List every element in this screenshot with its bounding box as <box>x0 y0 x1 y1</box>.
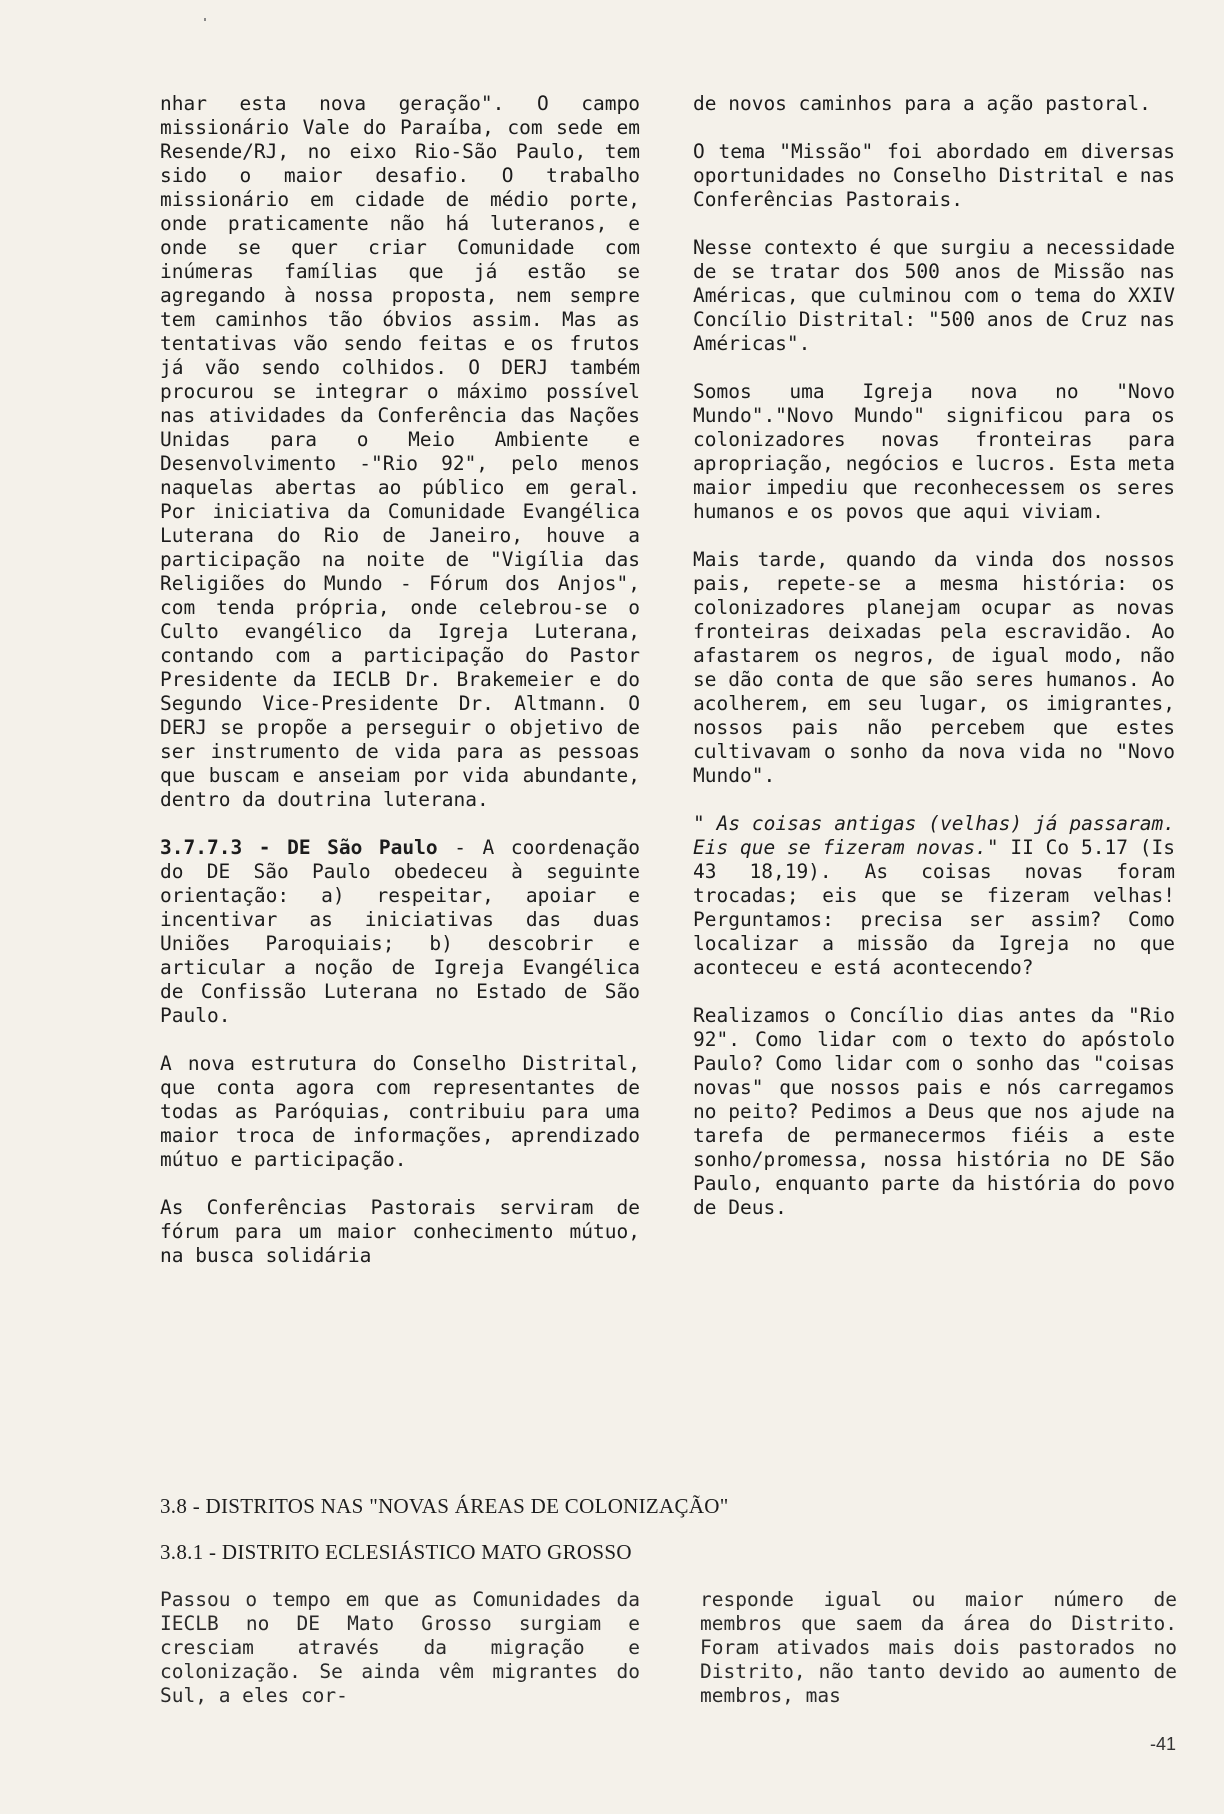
paragraph: Realizamos o Concílio dias antes da "Rio 92". Como lidar com o texto do apóstolo Paulo? Como lidar com o sonho das "coisas novas" que nossos pais e nós carregamos no peito? Pedimos a Deus que nos ajude na tarefa de permanecermos fiéis a este sonho/promessa, nossa história no DE São Paulo, enquanto parte da história do povo de Deus. <box>693 1004 1175 1219</box>
paragraph <box>160 836 640 1028</box>
paragraph: Somos uma Igreja nova no "Novo Mundo"."Novo Mundo" significou para os colonizadores novas fronteiras para apropriação, negócios e lucros. Esta meta maior impediu que reconhecessem os seres humanos e os povos que aqui viviam. <box>693 380 1175 523</box>
paragraph: Nesse contexto é que surgiu a necessidade de se tratar dos 500 anos de Missão nas Américas, que culminou com o tema do XXIV Concílio Distrital: "500 anos de Cruz nas Américas". <box>693 236 1175 355</box>
paragraph: O tema "Missão" foi abordado em diversas oportunidades no Conselho Distrital e nas Conferências Pastorais. <box>693 140 1175 211</box>
paragraph: As Conferências Pastorais serviram de fórum para um maior conhecimento mútuo, na busca solidária <box>160 1196 640 1267</box>
paragraph-text: II Co 5.17 (Is 43 18,19). As coisas novas foram trocadas; eis que se fizeram velhas! Perguntamos: precisa ser assim? Como localizar a missão da Igreja no que aconteceu e está acontecendo? <box>693 836 1175 979</box>
left-column <box>160 92 640 1292</box>
paragraph-text: - A coordenação do DE São Paulo obedeceu à seguinte orientação: a) respeitar, apoiar e incentivar as iniciativas das duas Uniões Paroquiais; b) descobrir e articular a noção de Igreja Evangélica de Confissão Luterana no Estado de São Paulo. <box>160 836 640 1027</box>
paragraph: A nova estrutura do Conselho Distrital, que conta agora com representantes de todas as Paróquias, contribuiu para uma maior troca de informações, aprendizado mútuo e participação. <box>160 1052 640 1171</box>
right-column <box>693 92 1175 1244</box>
paragraph <box>693 812 1175 980</box>
subsection-heading: 3.8.1 - DISTRITO ECLESIÁSTICO MATO GROSSO <box>160 1540 632 1564</box>
paragraph: de novos caminhos para a ação pastoral. <box>693 92 1151 115</box>
bible-quote: " As coisas antigas (velhas) já passaram. Eis que se fizeram novas." <box>693 812 1175 859</box>
paragraph: nhar esta nova geração". O campo missionário Vale do Paraíba, com sede em Resende/RJ, no eixo Rio-São Paulo, tem sido o maior desafio. O trabalho missionário em cidade de médio porte, onde praticamente não há luteranos, e onde se quer criar Comunidade com inúmeras famílias que já estão se agregando à nossa proposta, nem sempre tem caminhos tão óbvios assim. Mas as tentativas vão sendo feitas e os frutos já vão sendo colhidos. O DERJ também procurou se integrar o máximo possível nas atividades da Conferência das Nações Unidas para o Meio Ambiente e Desenvolvimento -"Rio 92", pelo menos naquelas abertas ao público em geral. Por iniciativa da Comunidade Evangélica Luterana do Rio de Janeiro, houve a participação na noite de "Vigília das Religiões do Mundo - Fórum dos Anjos", com tenda própria, onde celebrou-se o Culto evangélico da Igreja Luterana, contando com a participação do Pastor Presidente da IECLB Dr. Brakemeier e do Segundo Vice-Presidente Dr. Altmann. O DERJ se propõe a perseguir o objetivo de ser instrumento de vida para as pessoas que buscam e anseiam por vida abundante, dentro da doutrina luterana. <box>160 92 640 811</box>
page-number: -41 <box>1149 1734 1176 1754</box>
bottom-left-paragraph: Passou o tempo em que as Comunidades da IECLB no DE Mato Grosso surgiam e cresciam através da migração e colonização. Se ainda vêm migrantes do Sul, a eles cor- <box>160 1588 640 1707</box>
scan-speck <box>204 18 206 21</box>
inline-heading: 3.7.7.3 - DE São Paulo <box>160 836 438 859</box>
paragraph: Mais tarde, quando da vinda dos nossos pais, repete-se a mesma história: os colonizadores planejam ocupar as novas fronteiras deixadas pela escravidão. Ao afastarem os negros, de igual modo, não se dão conta de que são seres humanos. Ao acolherem, em seu lugar, os imigrantes, nossos pais não percebem que estes cultivavam o sonho da nova vida no "Novo Mundo". <box>693 548 1175 787</box>
bottom-right-paragraph: responde igual ou maior número de membros que saem da área do Distrito. Foram ativados mais dois pastorados no Distrito, não tanto devido ao aumento de membros, mas <box>700 1588 1177 1707</box>
section-heading: 3.8 - DISTRITOS NAS "NOVAS ÁREAS DE COLONIZAÇÃO" <box>160 1494 729 1518</box>
